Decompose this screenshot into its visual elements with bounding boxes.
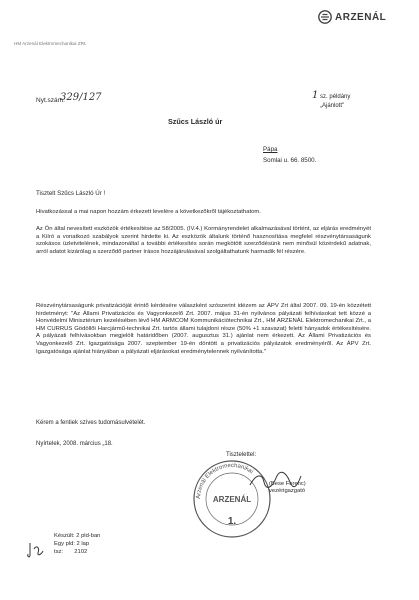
pages-per-copy: Egy pld: 2 lap	[54, 541, 90, 547]
place-date: Nyírtelek, 2008. március „18.	[36, 441, 113, 447]
handwritten-initials	[26, 541, 46, 559]
copy-number: 1	[312, 90, 319, 101]
company-stamp	[187, 454, 277, 544]
logo-text: ARZENÁL	[335, 11, 387, 23]
signer-name: (Bese Ferenc)	[269, 481, 306, 487]
delivery-type: „Ajánlott"	[320, 103, 345, 109]
reference-label: Nyt.szám:	[36, 97, 65, 104]
copy-label: sz. példány	[320, 94, 351, 100]
stamp-brand: ARZENÁL	[212, 495, 252, 504]
stamp-number: 1.	[227, 516, 237, 527]
company-name: HM Arzenál Elektromechanikai ZRt.	[14, 41, 87, 46]
signer-title: vezérigazgató	[269, 488, 306, 494]
recipient-city: Pápa	[263, 146, 278, 153]
copies-made: Készült: 2 pld-ban	[54, 533, 101, 539]
copy-info	[312, 91, 350, 111]
paragraph-sale: Az Ön által nevesített eszközök értékesítése az 58/2005. (IV.4.) Kormányrendelet alkalmazásával történt, az eljárás eredményét a Kiíró a vonatkozó szabályok szerint hirdette ki. Az eszközök általunk történő hasznosítása megfelel részvénytársaságunk szokásos üzletvitelének, mindazonáltal a további értékesítés során megkötött szerződésünk nem minősül közérdekű adatnak, arról adatot kizárólag a szerződő partner írásos hozzájárulásával szolgáltathatunk harmadik fél részére.	[36, 226, 371, 255]
company-logo	[318, 8, 410, 26]
signer	[269, 481, 306, 495]
tsz-number: tsz: 2102	[54, 549, 88, 555]
recipient-name: Szűcs László úr	[168, 117, 223, 126]
salutation: Tisztelt Szűcs László Úr !	[36, 190, 106, 197]
paragraph-privatization: Részvénytársaságunk privatizációját érintő kérdésére válaszként szószerint idézem az ÁPV Zrt által 2007. 09. 19-én közzétett hirdetményt: "Az Állami Privatizációs és Vagyonkezelő Zrt. 2007. május 31-én nyilvános pályázati felhívásokat tett közzé a Honvédelmi Minisztérium kezelésében lévő HM ARMCOM Kommunikációtechnikai Zrt., HM ARZENÁL Elektromechanikai Zrt., a HM CURRUS Gödöllői Harcjármű-technikai Zrt. tartós állami tulajdoni része (50% +1 szavazat) feletti hányadok értékesítésére. A pályázati felhívásokban megjelölt határidőben (2007. augusztus 31.) ajánlat nem érkezett. Az Állami Privatizációs és Vagyonkezelő Zrt. Igazgatósága 2007. szeptember 19-én döntött a privatizációs pályázatok eredményéről. Az ÁPV Zrt. Igazgatósága ajánlat hiányában a pályázati eljárásokat eredménytelennek nyilvánította."	[36, 303, 371, 355]
recipient-address: Somlai u. 66. 8500.	[263, 157, 317, 164]
reference-number: 329/127	[60, 92, 102, 103]
stamp-ring-text: Arzenál Elektromechanikai	[195, 462, 254, 500]
paragraph-intro: Hivatkozással a mai napon hozzám érkezett levelére a következőkről tájékoztathatom.	[36, 209, 261, 215]
signature-label: Tisztelettel:	[226, 452, 257, 458]
arzenal-logo-icon	[318, 10, 332, 24]
document-footer	[54, 532, 100, 556]
closing-line: Kérem a fentiek szíves tudomásulvételét.	[36, 420, 146, 426]
